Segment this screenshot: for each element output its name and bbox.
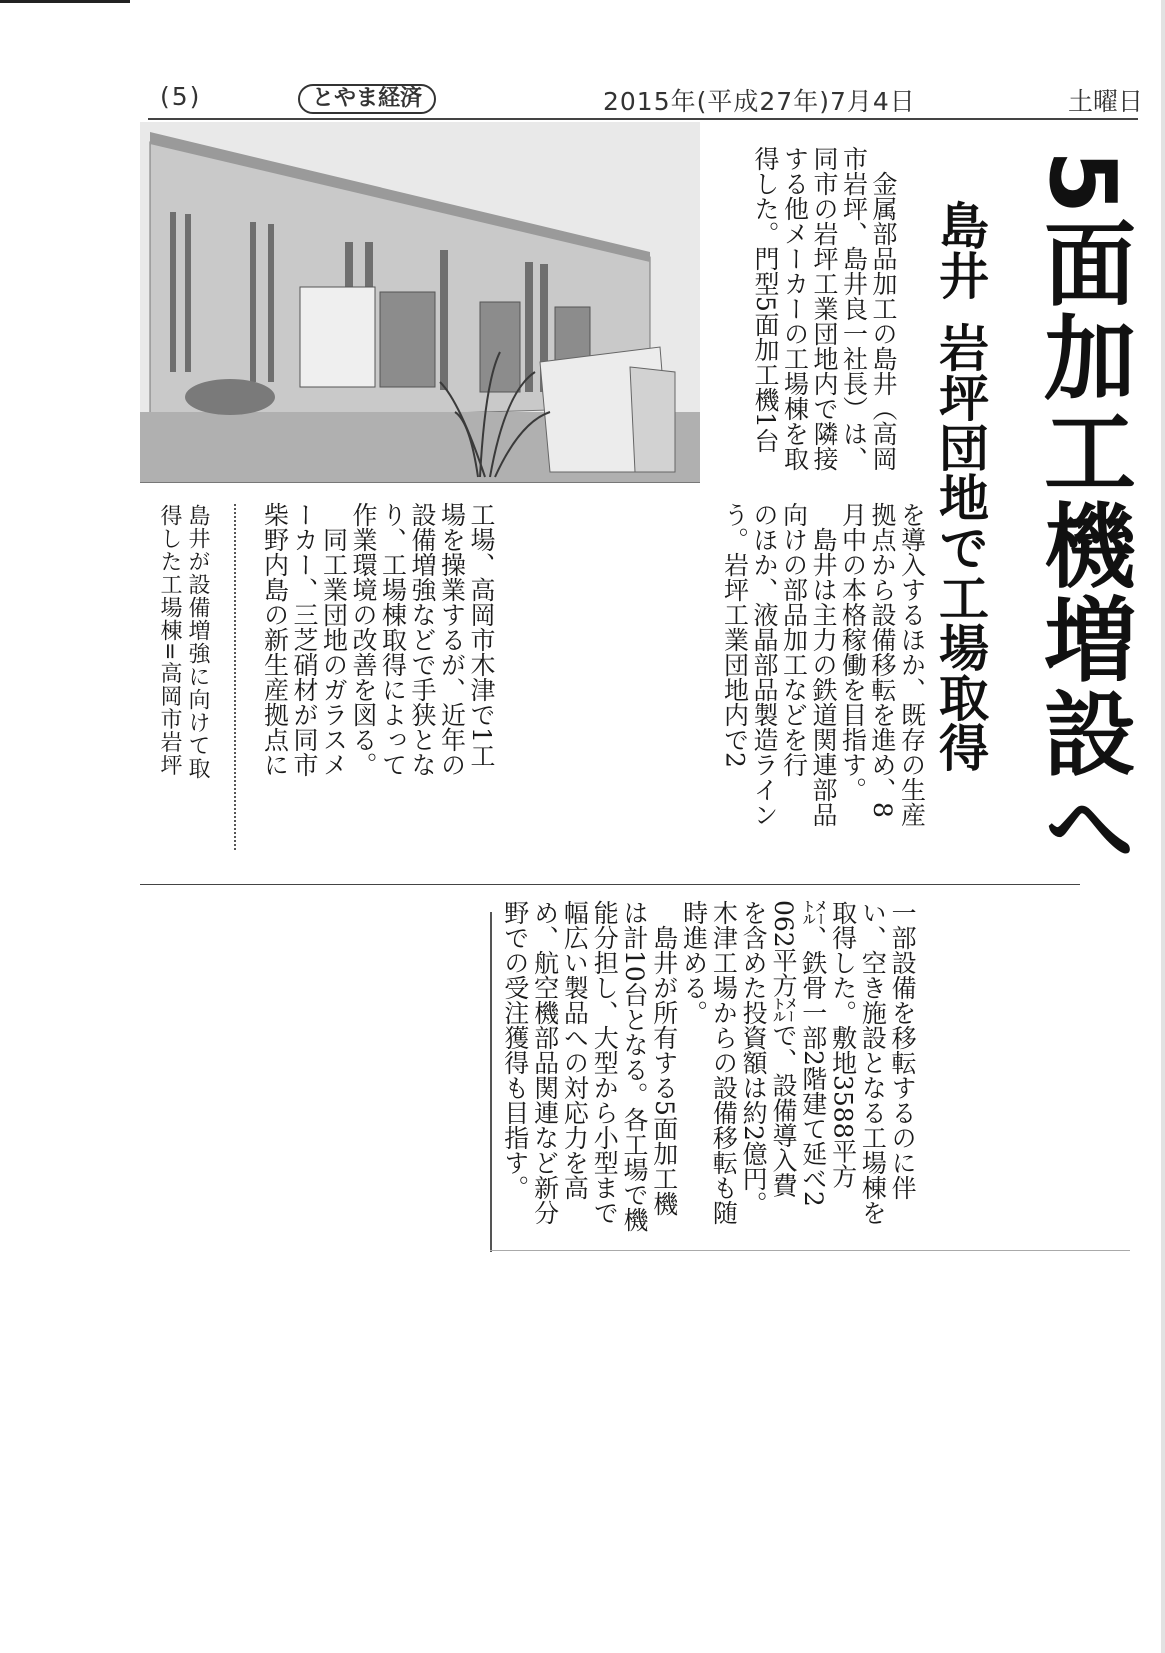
text-line: 一部設備を移転するのに伴 [888,900,918,1200]
factory-photo [140,122,700,483]
section-title: とやま経済 [298,84,436,114]
continuation-rule [490,912,492,1252]
text-line: 同市の岩坪工業団地内で隣接 [810,146,839,471]
body-continuation [500,900,917,1245]
subheadline [930,200,990,800]
text-line: い、空き施設となる工場棟を [858,900,888,1225]
text-line: 場を操業するが、近年の [437,502,467,777]
text-line: 市岩坪、島井良一社長）は、 [839,146,869,471]
text-line: 同工業団地のガラスメ [319,502,349,777]
column-divider [140,884,1080,885]
photo-caption [155,504,211,864]
text-line: ーカー、三芝硝材が同市 [290,502,319,777]
text-line: 島井が所有する5面加工機 [649,900,679,1216]
caption-line: 得した工場棟=高岡市岩坪 [157,504,182,777]
body-lower-right [720,502,927,862]
body-upper [751,146,899,478]
scan-edge [0,0,130,3]
issue-date: 2015年(平成27年)7月4日 [603,87,916,116]
text-line: のほか、液晶部品製造ライン [750,502,779,827]
text-line: 能分担し、大型から小型まで [590,900,620,1225]
caption-line: 島井が設備増強に向けて取 [185,504,210,780]
weekday: 土曜日 [1068,87,1144,116]
caption-dotted-rule [234,504,236,850]
text-line: する他メーカーの工場棟を取 [780,146,810,471]
text-line: 島井は主力の鉄道関連部品 [809,502,838,827]
text-line: 拠点から設備移転を進め、8 [868,502,897,818]
text-line: 時進める。 [679,900,709,1025]
subheadline-company: 島井 [931,200,989,300]
text-line: を含めた投資額は約2億円。 [739,900,769,1216]
text-line: 取得した。敷地3588平方 [828,900,858,1189]
text-line: 月中の本格稼働を目指す。 [838,502,868,802]
text-line: ㍍、鉄骨一部2階建て延べ2 [798,900,828,1207]
text-line: 062平方㍍で、設備導入費 [768,900,798,1198]
text-line: り、工場棟取得によって [378,502,408,777]
text-line: 工場、高岡市木津で1工 [467,502,496,768]
text-line: め、航空機部品関連など新分 [530,900,560,1225]
text-line: 木津工場からの設備移転も随 [709,900,739,1225]
body-lower-left [260,502,496,862]
header-rule [148,118,1138,120]
text-line: 柴野内島の新生産拠点に [260,502,290,777]
text-line: 野での受注獲得も目指す。 [500,900,530,1200]
text-line: 作業環境の改善を図る。 [349,502,378,777]
text-line: 金属部品加工の島井（高岡 [869,146,898,471]
scan-shadow [1161,0,1165,1653]
text-line: を導入するほか、既存の生産 [897,502,927,827]
page-header [148,82,1144,116]
page-number: (5) [160,82,202,111]
text-line: 設備増強などで手狭とな [408,502,437,777]
text-line: 幅広い製品への対応力を高 [560,900,590,1200]
headline: 5面加工機増設へ [1029,150,1136,875]
news-article [130,122,1140,1232]
text-line: 得した。門型5面加工機1台 [751,146,780,453]
subheadline-text: 岩坪団地で工場取得 [931,322,989,772]
text-line: は計10台となる。各工場で機 [619,900,649,1232]
text-line: う。岩坪工業団地内で2 [720,502,750,768]
text-line: 向けの部品加工などを行 [779,502,809,777]
article-bottom-rule [490,1250,1130,1251]
factory-photo-image [140,122,700,482]
